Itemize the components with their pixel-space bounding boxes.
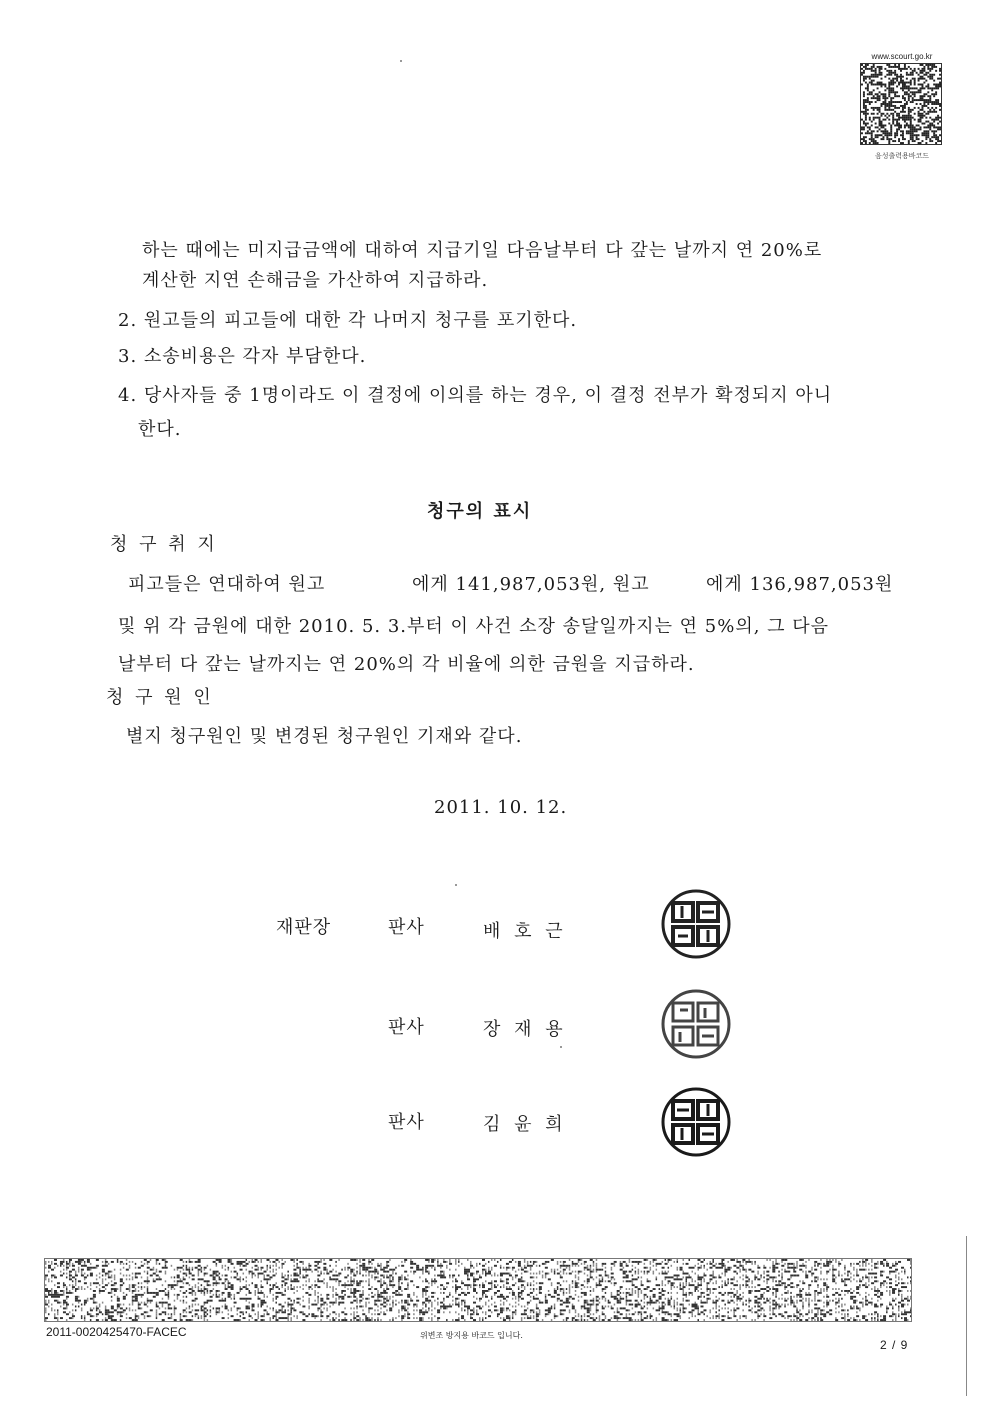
barcode-note: 위변조 방지용 바코드 입니다. [420,1331,523,1340]
item-2: 2. 원고들의 피고들에 대한 각 나머지 청구를 포기한다. [118,310,578,331]
claim-purpose-line-2: 및 위 각 금원에 대한 2010. 5. 3.부터 이 사건 소장 송달일까지는 연 5%의, 그 다음 [118,616,830,637]
scan-speck [455,884,457,886]
qr-code-block [860,52,944,161]
judge-2-role: 판사 [388,1017,425,1038]
judge-1-role: 판사 [388,917,425,938]
scan-speck [400,60,402,62]
claim-cause-label: 청 구 원 인 [106,687,214,708]
claim-purpose-line-1c: 에게 136,987,053원 [706,574,894,595]
anti-forgery-barcode [44,1258,912,1322]
item-4: 4. 당사자들 중 1명이라도 이 결정에 이의를 하는 경우, 이 결정 전부가 확정되지 아니 [118,385,833,406]
judge-1-seal [660,888,732,960]
qr-url: www.scourt.go.kr [871,52,933,61]
continuation-line-1: 하는 때에는 미지급금액에 대하여 지급기일 다음날부터 다 갚는 날까지 연 20%로 [142,240,823,261]
judge-3-seal [660,1086,732,1158]
claim-purpose-line-1b: 에게 141,987,053원, 원고 [412,574,650,595]
claim-heading: 청구의 표시 [427,501,533,522]
judge-2-seal [660,988,732,1060]
claim-purpose-label: 청 구 취 지 [110,534,218,555]
claim-purpose-line-3: 날부터 다 갚는 날까지는 연 20%의 각 비율에 의한 금원을 지급하라. [118,654,695,675]
judge-1-name: 배 호 근 [483,921,567,942]
document-code: 2011-0020425470-FACEC [46,1325,187,1339]
scan-edge-line [966,1236,967,1396]
page-number: 2 / 9 [880,1338,909,1352]
item-3: 3. 소송비용은 각자 부담한다. [118,346,367,367]
scan-speck [560,1046,562,1048]
judge-3-name: 김 윤 희 [483,1114,567,1135]
qr-caption: 음성출력용바코드 [874,152,930,160]
judge-3-role: 판사 [388,1112,425,1133]
qr-code [860,63,942,145]
claim-purpose-line-1a: 피고들은 연대하여 원고 [128,574,326,595]
judge-2-name: 장 재 용 [483,1019,567,1040]
presiding-judge-title: 재판장 [276,917,332,938]
claim-cause-text: 별지 청구원인 및 변경된 청구원인 기재와 같다. [126,726,523,747]
continuation-line-2: 계산한 지연 손해금을 가산하여 지급하라. [142,270,489,291]
decision-date: 2011. 10. 12. [434,797,568,818]
item-4-continuation: 한다. [138,419,182,440]
